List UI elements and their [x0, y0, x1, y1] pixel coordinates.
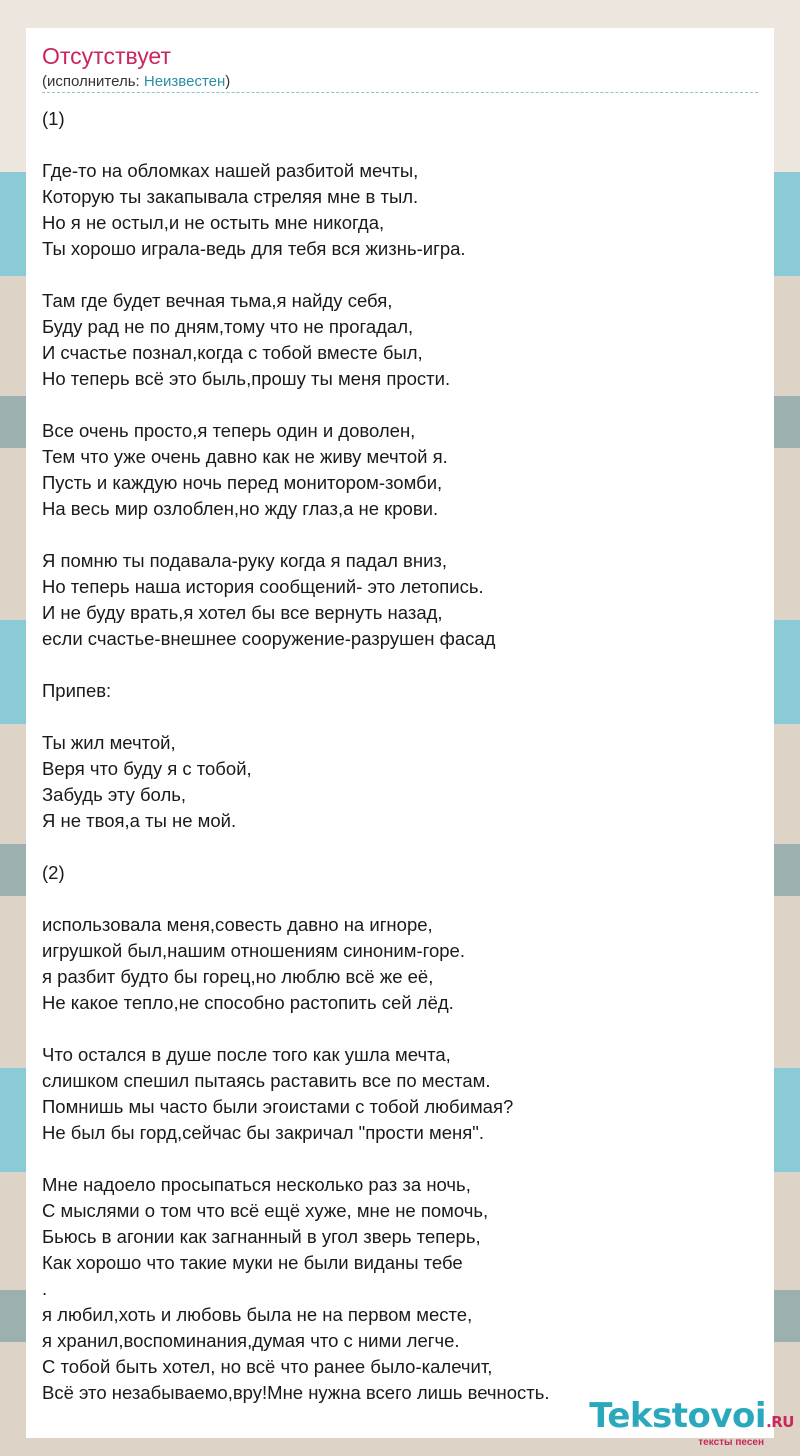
lyrics-line: Бьюсь в агонии как загнанный в угол зверь теперь,	[42, 1226, 481, 1247]
lyrics-line: Все очень просто,я теперь один и доволен,	[42, 420, 416, 441]
artist-suffix: )	[225, 73, 231, 90]
lyrics-line: Как хорошо что такие муки не были виданы тебе	[42, 1252, 463, 1273]
lyrics-blank-line	[42, 886, 758, 912]
lyrics-blank-line	[42, 1146, 758, 1172]
lyrics-line: Где-то на обломках нашей разбитой мечты,	[42, 160, 419, 181]
lyrics-line: слишком спешил пытаясь раставить все по местам.	[42, 1070, 491, 1091]
lyrics-line: Я не твоя,а ты не мой.	[42, 810, 237, 831]
lyrics-line: С мыслями о том что всё ещё хуже, мне не помочь,	[42, 1200, 489, 1221]
lyrics-line: (1)	[42, 108, 65, 129]
lyrics-line: Забудь эту боль,	[42, 784, 187, 805]
artist-line	[42, 73, 230, 91]
logo-main-text: Tekstovoi	[589, 1396, 767, 1436]
lyrics-line: Помнишь мы часто были эгоистами с тобой любимая?	[42, 1096, 514, 1117]
lyrics-line: Но я не остыл,и не остыть мне никогда,	[42, 212, 385, 233]
site-logo[interactable]	[589, 1396, 794, 1448]
lyrics-line: Всё это незабываемо,вру!Мне нужна всего лишь вечность.	[42, 1382, 550, 1403]
lyrics-line: использовала меня,совесть давно на игноре,	[42, 914, 433, 935]
lyrics-blank-line	[42, 262, 758, 288]
song-title: Отсутствует	[42, 43, 171, 69]
lyrics-line: Ты жил мечтой,	[42, 732, 176, 753]
lyrics-blank-line	[42, 704, 758, 730]
lyrics-line: .	[42, 1278, 48, 1299]
lyrics-blank-line	[42, 522, 758, 548]
lyrics-line: Что остался в душе после того как ушла мечта,	[42, 1044, 451, 1065]
lyrics-blank-line	[42, 1016, 758, 1042]
lyrics-line: Припев:	[42, 680, 112, 701]
lyrics-blank-line	[42, 392, 758, 418]
lyrics-blank-line	[42, 652, 758, 678]
lyrics-line: Мне надоело просыпаться несколько раз за ночь,	[42, 1174, 471, 1195]
logo-wordmark	[589, 1396, 794, 1439]
lyrics-line: И не буду врать,я хотел бы все вернуть назад,	[42, 602, 443, 623]
lyrics-line: Которую ты закапывала стреляя мне в тыл.	[42, 186, 419, 207]
lyrics-card	[26, 28, 774, 1438]
lyrics-blank-line	[42, 132, 758, 158]
lyrics-line: С тобой быть хотел, но всё что ранее было-калечит,	[42, 1356, 493, 1377]
lyrics-blank-line	[42, 834, 758, 860]
lyrics-line: И счастье познал,когда с тобой вместе был,	[42, 342, 423, 363]
lyrics-line: Ты хорошо играла-ведь для тебя вся жизнь-игра.	[42, 238, 466, 259]
lyrics-line: если счастье-внешнее сооружение-разрушен фасад	[42, 628, 496, 649]
lyrics-line: Но теперь наша история сообщений- это летопись.	[42, 576, 484, 597]
artist-prefix: (исполнитель:	[42, 73, 144, 90]
title-divider	[42, 92, 758, 93]
lyrics-line: (2)	[42, 862, 65, 883]
lyrics-line: я любил,хоть и любовь была не на первом месте,	[42, 1304, 473, 1325]
lyrics-line: Тем что уже очень давно как не живу мечтой я.	[42, 446, 448, 467]
artist-link[interactable]: Неизвестен	[143, 73, 226, 90]
lyrics-line: На весь мир озлоблен,но жду глаз,а не крови.	[42, 498, 439, 519]
logo-tagline: тексты песен	[698, 1437, 764, 1448]
lyrics-line: Там где будет вечная тьма,я найду себя,	[42, 290, 393, 311]
lyrics-line: Буду рад не по дням,тому что не прогадал,	[42, 316, 414, 337]
lyrics-line: Не какое тепло,не способно растопить сей лёд.	[42, 992, 454, 1013]
logo-suffix: .RU	[766, 1413, 794, 1431]
lyrics-line: Не был бы горд,сейчас бы закричал "прости меня".	[42, 1122, 484, 1143]
lyrics-line: я хранил,воспоминания,думая что с ними легче.	[42, 1330, 460, 1351]
lyrics-line: я разбит будто бы горец,но люблю всё же её,	[42, 966, 434, 987]
lyrics-line: Пусть и каждую ночь перед монитором-зомби,	[42, 472, 443, 493]
lyrics-line: Я помню ты подавала-руку когда я падал вниз,	[42, 550, 448, 571]
lyrics-line: игрушкой был,нашим отношениям синоним-горе.	[42, 940, 465, 961]
lyrics-line: Веря что буду я с тобой,	[42, 758, 252, 779]
lyrics-text	[42, 106, 758, 1406]
lyrics-line: Но теперь всё это быль,прошу ты меня прости.	[42, 368, 451, 389]
